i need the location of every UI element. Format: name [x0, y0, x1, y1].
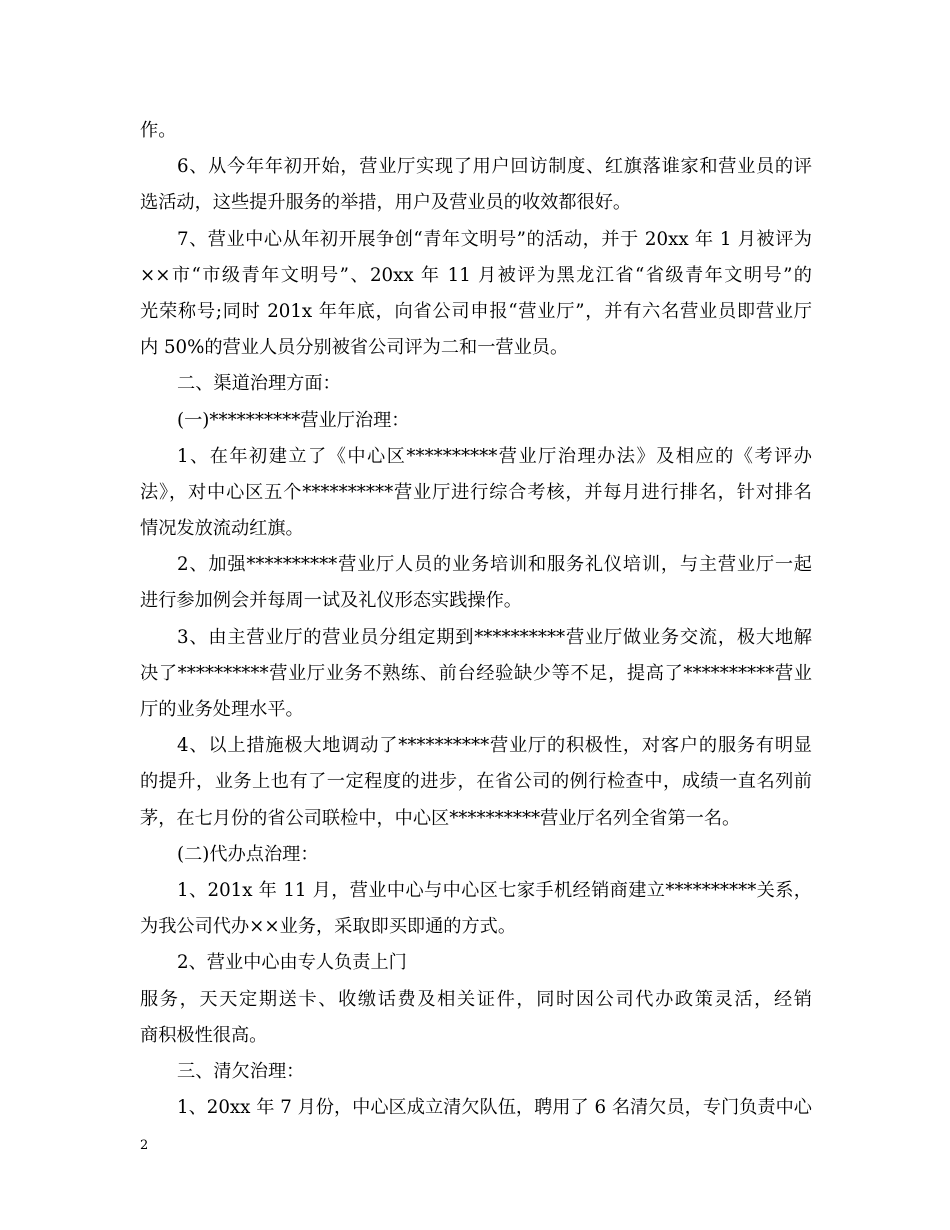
text-line: 7、营业中心从年初开展争创“青年文明号”的活动，并于 20xx 年 1 月被评为 — [177, 228, 812, 250]
text-line: 1、201x 年 11 月，营业中心与中心区七家手机经销商建立**********关系， — [177, 879, 812, 901]
text-line: (一)**********营业厅治理： — [177, 409, 410, 431]
text-line: 厅的业务处理水平。 — [140, 699, 304, 720]
text-line: 1、20xx 年 7 月份，中心区成立清欠队伍，聘用了 6 名清欠员，专门负责中心 — [177, 1097, 812, 1119]
text-line: 3、由主营业厅的营业员分组定期到**********营业厅做业务交流，极大地解 — [177, 626, 812, 648]
text-line: 4、以上措施极大地调动了**********营业厅的积极性，对客户的服务有明显 — [177, 735, 812, 757]
page-number: 2 — [140, 1138, 149, 1153]
body-text — [140, 113, 812, 1126]
text-line: 6、从今年年初开始，营业厅实现了用户回访制度、红旗落谁家和营业员的评 — [177, 156, 812, 178]
text-line: 为我公司代办××业务，采取即买即通的方式。 — [140, 916, 517, 938]
text-line: ××市“市级青年文明号”、20xx 年 11 月被评为黑龙江省“省级青年文明号”的 — [140, 264, 812, 286]
text-line: 光荣称号;同时 201x 年年底，向省公司申报“营业厅”，并有六名营业员即营业厅 — [140, 300, 812, 322]
text-line: 选活动，这些提升服务的举措，用户及营业员的收效都很好。 — [140, 192, 632, 214]
text-line: 作。 — [140, 120, 177, 141]
text-line: 1、在年初建立了《中心区**********营业厅治理办法》及相应的《考评办 — [177, 445, 812, 467]
text-line: 服务，天天定期送卡、收缴话费及相关证件，同时因公司代办政策灵活，经销 — [140, 988, 812, 1010]
text-line: 决了**********营业厅业务不熟练、前台经验缺少等不足，提高了**********营业 — [140, 662, 812, 684]
text-line: 2、加强**********营业厅人员的业务培训和服务礼仪培训，与主营业厅一起 — [177, 554, 812, 576]
text-line: 法》，对中心区五个**********营业厅进行综合考核，并每月进行排名，针对排名 — [140, 481, 812, 503]
text-line: 内 50%的营业人员分别被省公司评为二和一营业员。 — [140, 337, 569, 359]
text-line: 2、营业中心由专人负责上门 — [177, 952, 407, 974]
text-line: (二)代办点治理： — [177, 843, 319, 865]
text-line: 二、渠道治理方面： — [177, 373, 341, 395]
text-line: 的提升，业务上也有了一定程度的进步，在省公司的例行检查中，成绩一直名列前 — [140, 771, 812, 793]
text-line: 进行参加例会并每周一试及礼仪形态实践操作。 — [140, 590, 522, 612]
text-line: 三、清欠治理： — [177, 1060, 305, 1082]
text-line: 茅，在七月份的省公司联检中，中心区**********营业厅名列全省第一名。 — [140, 807, 741, 829]
text-line: 商积极性很高。 — [140, 1024, 268, 1046]
text-line: 情况发放流动红旗。 — [140, 518, 304, 540]
